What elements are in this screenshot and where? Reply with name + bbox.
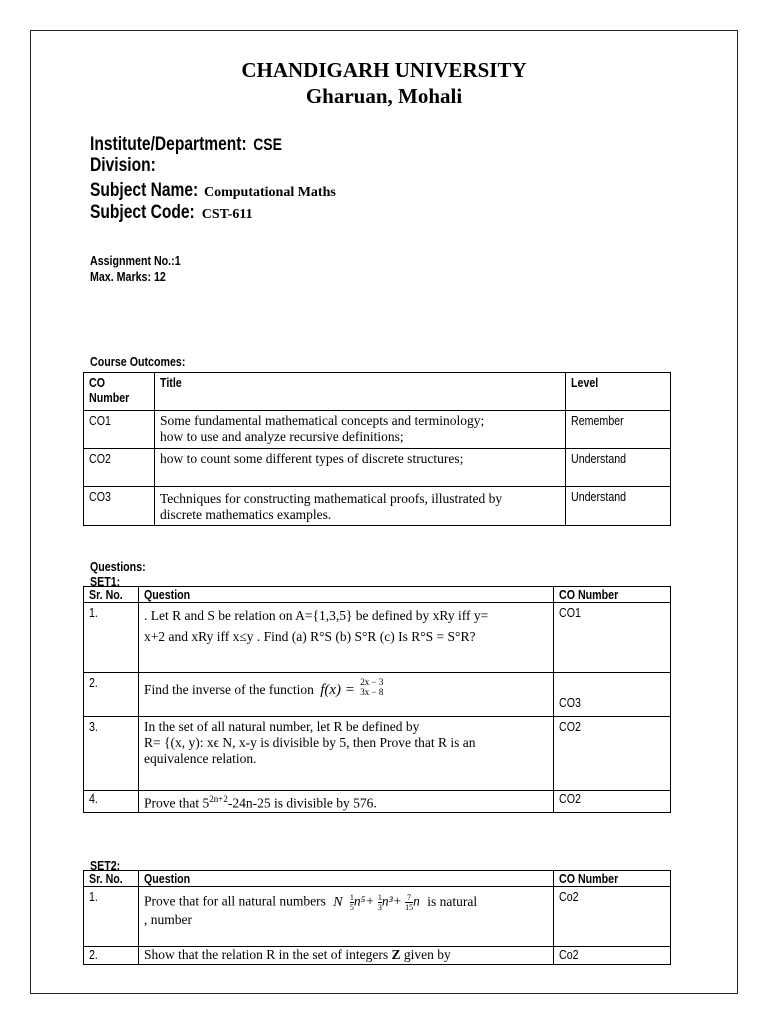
- fraction: $\frac{7}{15}$: [405, 893, 414, 912]
- max-marks: Max. Marks: 12: [90, 269, 166, 284]
- table-header-row: [84, 587, 671, 603]
- table-header-row: [84, 871, 671, 887]
- question-cell: Find the inverse of the function f(x) = 2x − 3 3x − 8: [139, 673, 554, 717]
- table-row: [84, 487, 671, 526]
- co-cell: CO2: [554, 791, 671, 813]
- co-cell: CO2: [84, 449, 155, 487]
- set2-label: SET2:: [90, 858, 121, 873]
- university-location: Gharuan, Mohali: [305, 84, 463, 108]
- subject-name-label: Subject Name:: [90, 180, 199, 201]
- sr-cell: 2.: [84, 947, 139, 965]
- assignment-number: Assignment No.:1: [90, 253, 181, 268]
- question-cell: Prove that $5^{2n+2}-24n-25$ is divisible by 576.: [139, 791, 554, 813]
- set2-questions-table: [83, 870, 671, 965]
- co-cell: CO3: [84, 487, 155, 526]
- co-cell: CO3: [554, 673, 671, 717]
- university-title: CHANDIGARH UNIVERSITY: [241, 58, 527, 82]
- set1-label: SET1:: [90, 574, 121, 589]
- level-cell: Understand: [566, 449, 671, 487]
- header-co-number: CO Number: [554, 871, 671, 887]
- table-row: [84, 603, 671, 673]
- table-row: [84, 449, 671, 487]
- question-cell: Prove that for all natural numbers N $\frac{1}{5}$ n⁵+ $\frac{1}{3}$ n³+ $\frac{7}{15}$ n is natural , number: [139, 887, 554, 947]
- header-title: Title: [155, 373, 566, 411]
- division-label: Division:: [90, 155, 156, 176]
- subject-code-value: CST-611: [201, 207, 253, 222]
- institute-line: [90, 134, 324, 156]
- subject-name-value: Computational Maths: [203, 185, 336, 200]
- questions-heading: Questions:: [90, 559, 146, 574]
- institute-value: CSE: [253, 135, 282, 154]
- course-outcomes-table: [83, 372, 671, 526]
- table-row: [84, 947, 671, 965]
- subject-code-line: [90, 202, 273, 224]
- institute-label: Institute/Department:: [90, 134, 247, 155]
- level-cell: Remember: [566, 411, 671, 449]
- header-co-number: CO Number: [84, 373, 155, 411]
- table-row: [84, 791, 671, 813]
- fraction: $\frac{1}{5}$: [349, 893, 354, 912]
- header-sr-no: Sr. No.: [84, 871, 139, 887]
- title-cell: Some fundamental mathematical concepts and terminology; how to use and analyze recursive definitions;: [155, 411, 566, 449]
- set1-questions-table: [83, 586, 671, 813]
- co-cell: CO2: [554, 717, 671, 791]
- level-cell: Understand: [566, 487, 671, 526]
- sr-cell: 1.: [84, 603, 139, 673]
- division-line: [90, 155, 170, 177]
- table-row: [84, 887, 671, 947]
- co-cell: Co2: [554, 947, 671, 965]
- sr-cell: 1.: [84, 887, 139, 947]
- table-row: [84, 673, 671, 717]
- subject-name-line: [90, 180, 358, 202]
- table-row: [84, 411, 671, 449]
- sr-cell: 3.: [84, 717, 139, 791]
- co-cell: Co2: [554, 887, 671, 947]
- co-cell: CO1: [84, 411, 155, 449]
- table-header-row: [84, 373, 671, 411]
- subject-code-label: Subject Code:: [90, 202, 195, 223]
- header-sr-no: Sr. No.: [84, 587, 139, 603]
- header-question: Question: [139, 587, 554, 603]
- course-outcomes-heading: Course Outcomes:: [90, 354, 186, 369]
- header-question: Question: [139, 871, 554, 887]
- sr-cell: 4.: [84, 791, 139, 813]
- title-cell: Techniques for constructing mathematical proofs, illustrated by discrete mathematics examples.: [155, 487, 566, 526]
- question-cell: In the set of all natural number, let R be defined by R= {(x, y): xϵ N, x-y is divisible by 5, then Prove that R is an equivalence relation.: [139, 717, 554, 791]
- table-row: [84, 717, 671, 791]
- fraction: $\frac{1}{3}$: [377, 893, 382, 912]
- fraction: 2x − 3 3x − 8: [360, 677, 384, 697]
- function-expression: f(x) =: [320, 682, 355, 699]
- header-co-number: CO Number: [554, 587, 671, 603]
- title-cell: how to count some different types of discrete structures;: [155, 449, 566, 487]
- co-cell: CO1: [554, 603, 671, 673]
- question-cell: Show that the relation R in the set of integers Z given by: [139, 947, 554, 965]
- header-level: Level: [566, 373, 671, 411]
- sr-cell: 2.: [84, 673, 139, 717]
- question-cell: . Let R and S be relation on A={1,3,5} be defined by xRy iff y= x+2 and xRy iff x≤y . Find (a) R°S (b) S°R (c) Is R°S = S°R?: [139, 603, 554, 673]
